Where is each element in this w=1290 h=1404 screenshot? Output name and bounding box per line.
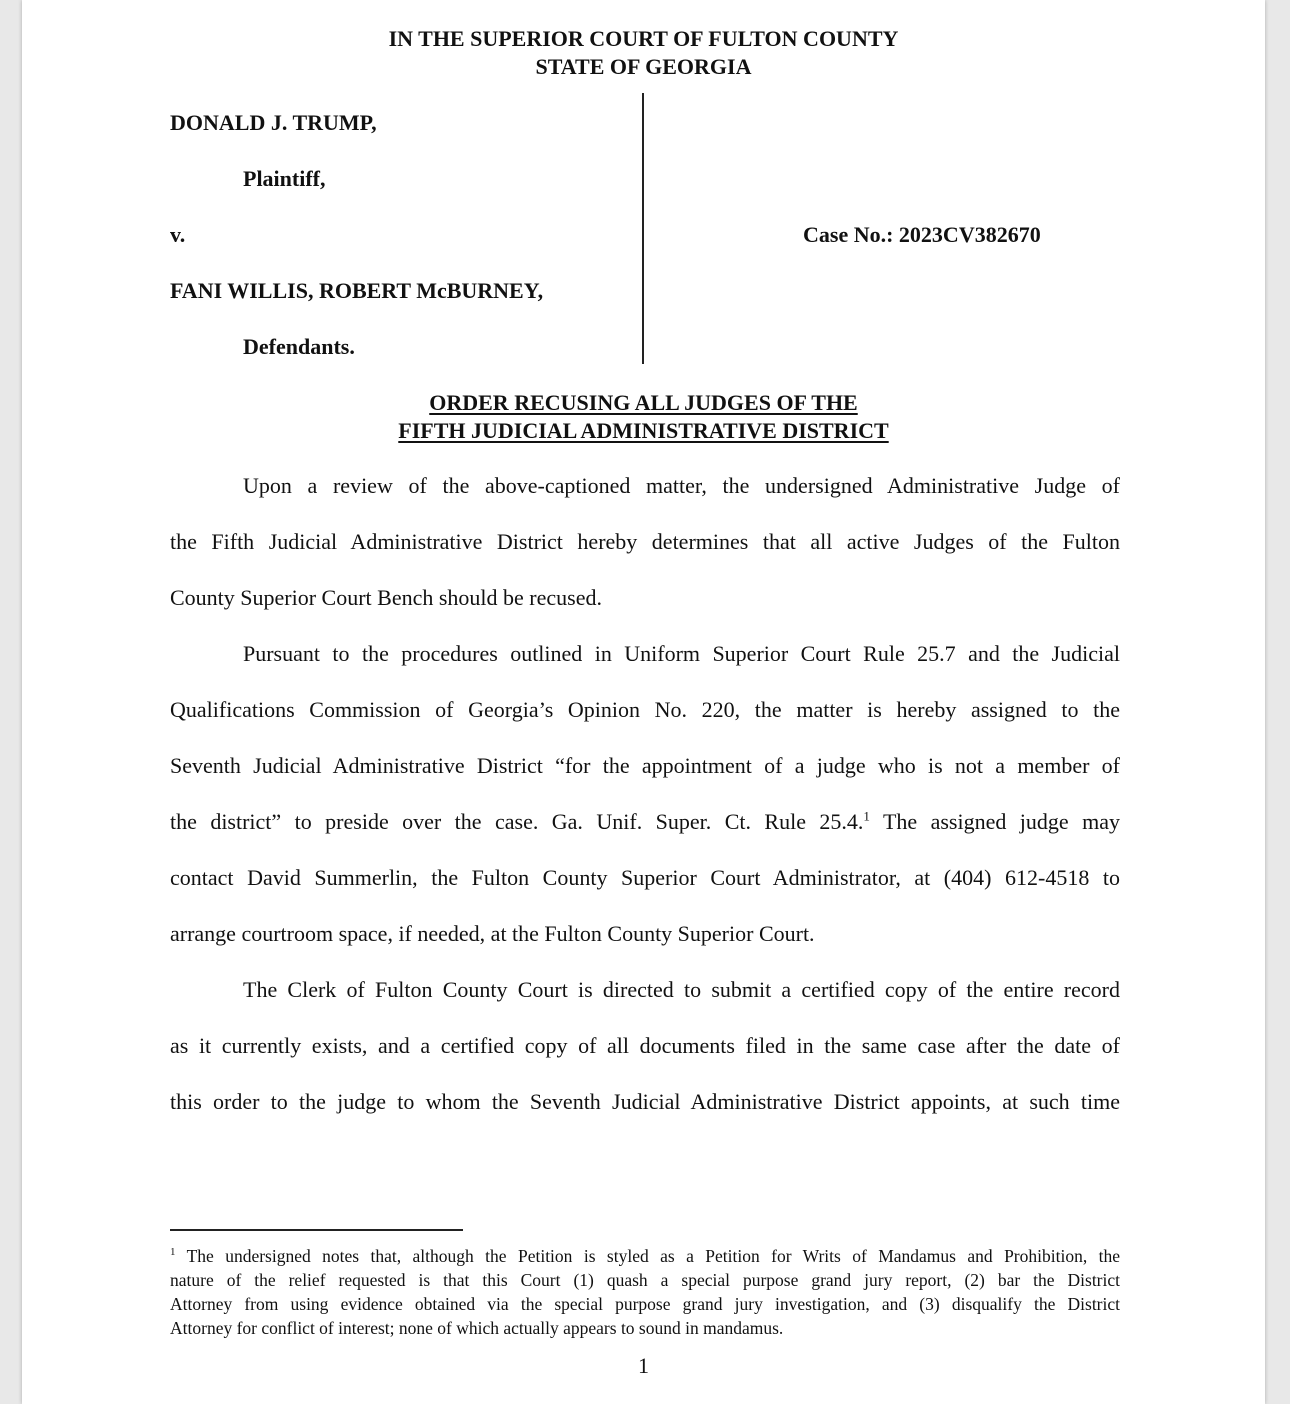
plaintiff-name: DONALD J. TRUMP, [170, 110, 377, 135]
footnote-line-2: nature of the relief requested is that this Court (1) quash a special purpose grand jury report, (2) bar the District [170, 1270, 1120, 1290]
paragraph-3-line-2: as it currently exists, and a certified copy of all documents filed in the same case after the date of [170, 1033, 1120, 1058]
paragraph-2-line-6: arrange courtroom space, if needed, at the Fulton County Superior Court. [170, 921, 815, 946]
paragraph-2-line-4 [170, 808, 1120, 836]
caption-divider [642, 93, 644, 364]
footnote-separator [170, 1229, 463, 1231]
paragraph-2-line-4-tail: The assigned judge may [869, 809, 1121, 834]
footnote-line-1-text: The undersigned notes that, although the Petition is styled as a Petition for Writs of Mandamus and Prohibition, the [175, 1246, 1120, 1266]
court-name-line1: IN THE SUPERIOR COURT OF FULTON COUNTY [388, 26, 899, 51]
footnote-line-3: Attorney from using evidence obtained via the special purpose grand jury investigation, and (3) disqualify the District [170, 1294, 1120, 1314]
page-number: 1 [638, 1353, 649, 1378]
paragraph-3-line-3: this order to the judge to whom the Seventh Judicial Administrative District appoints, at such time [170, 1089, 1120, 1114]
footnote-line-1 [170, 1245, 1120, 1268]
paragraph-2-line-2: Qualifications Commission of Georgia’s Opinion No. 220, the matter is hereby assigned to the [170, 697, 1120, 722]
paragraph-1-line-1: Upon a review of the above-captioned matter, the undersigned Administrative Judge of [243, 473, 1120, 498]
footnote-line-4: Attorney for conflict of interest; none of which actually appears to sound in mandamus. [170, 1318, 784, 1338]
plaintiff-role: Plaintiff, [243, 166, 326, 191]
case-number: Case No.: 2023CV382670 [803, 222, 1041, 247]
paragraph-2-line-4-text: the district” to preside over the case. Ga. Unif. Super. Ct. Rule 25.4. [170, 809, 864, 834]
versus: v. [170, 222, 186, 247]
court-name-line2: STATE OF GEORGIA [535, 54, 752, 79]
order-title-line2: FIFTH JUDICIAL ADMINISTRATIVE DISTRICT [398, 418, 889, 443]
paragraph-2-line-5: contact David Summerlin, the Fulton County Superior Court Administrator, at (404) 612-4518 to [170, 865, 1120, 890]
defendant-role: Defendants. [243, 334, 355, 359]
paragraph-2-line-3: Seventh Judicial Administrative District “for the appointment of a judge who is not a member of [170, 753, 1120, 778]
order-title-line1: ORDER RECUSING ALL JUDGES OF THE [429, 390, 858, 415]
paragraph-3-line-1: The Clerk of Fulton County Court is directed to submit a certified copy of the entire record [243, 977, 1120, 1002]
footnote-reference[interactable]: 1 [863, 808, 870, 824]
footnote-marker: 1 [170, 1246, 176, 1259]
defendant-names: FANI WILLIS, ROBERT McBURNEY, [170, 278, 544, 303]
paragraph-1-line-2: the Fifth Judicial Administrative District hereby determines that all active Judges of the Fulton [170, 529, 1120, 554]
document-page [22, 0, 1265, 1404]
paragraph-1-line-3: County Superior Court Bench should be recused. [170, 585, 602, 610]
paragraph-2-line-1: Pursuant to the procedures outlined in Uniform Superior Court Rule 25.7 and the Judicial [243, 641, 1120, 666]
